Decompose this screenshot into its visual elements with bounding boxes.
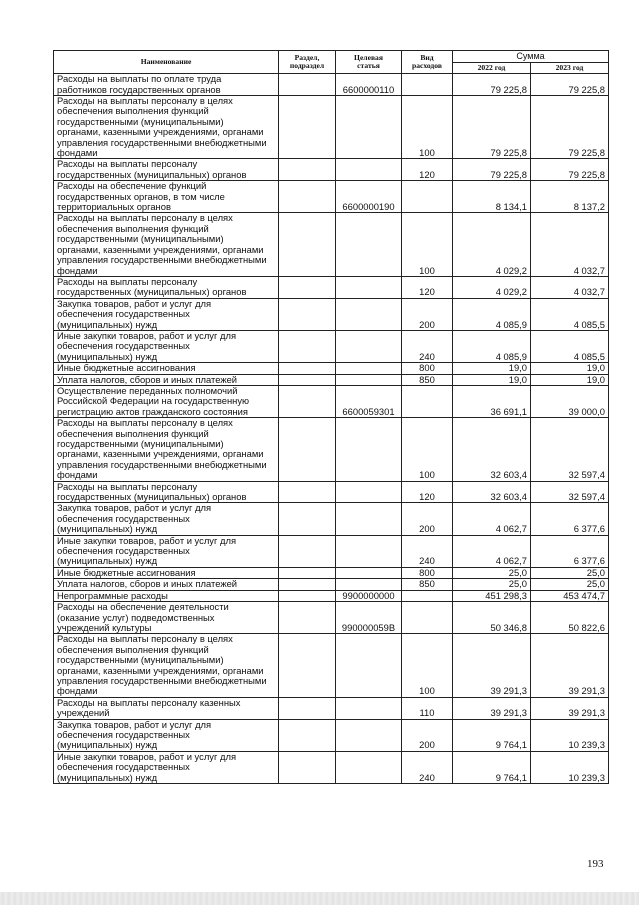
cell-target [336,481,402,503]
cell-2022: 79 225,8 [453,74,531,96]
table-row [54,481,609,503]
cell-name: Расходы на выплаты персоналу казенных учреждений [54,697,279,719]
cell-2022: 19,0 [453,363,531,374]
cell-section [279,385,336,417]
cell-2023: 19,0 [531,363,609,374]
cell-target: 6600059301 [336,385,402,417]
table-row [54,602,609,634]
cell-type: 200 [402,719,453,751]
header-section [279,51,336,74]
cell-type: 120 [402,481,453,503]
budget-table [53,50,609,784]
header-2022: 2022 год [453,62,531,74]
cell-section [279,481,336,503]
cell-2022: 9 764,1 [453,719,531,751]
cell-section [279,276,336,298]
cell-target [336,363,402,374]
table-row [54,298,609,330]
table-row [54,590,609,601]
cell-name: Расходы на выплаты персоналу в целях обеспечения выполнения функций государственными (муниципальными) органами, казенными учреждениями, органами управления государственными внебюджетными фондами [54,213,279,276]
cell-target [336,96,402,159]
cell-2022: 451 298,3 [453,590,531,601]
cell-2022: 4 085,9 [453,298,531,330]
cell-target [336,751,402,783]
cell-2023: 39 000,0 [531,385,609,417]
table-row [54,567,609,578]
table-row [54,181,609,213]
cell-2023: 4 032,7 [531,213,609,276]
cell-2023: 6 377,6 [531,535,609,567]
cell-2023: 79 225,8 [531,74,609,96]
cell-2022: 9 764,1 [453,751,531,783]
table-row [54,374,609,385]
cell-section [279,567,336,578]
table-row [54,96,609,159]
cell-section [279,374,336,385]
cell-type: 240 [402,751,453,783]
cell-2023: 79 225,8 [531,96,609,159]
cell-target [336,213,402,276]
header-section-text: Раздел, подраздел [289,52,325,71]
cell-2022: 25,0 [453,567,531,578]
page-number: 193 [587,858,604,870]
cell-2023: 4 085,5 [531,330,609,362]
header-sum: Сумма [453,51,609,63]
cell-target [336,276,402,298]
cell-section [279,535,336,567]
cell-2023: 6 377,6 [531,503,609,535]
cell-type: 120 [402,159,453,181]
table-row [54,330,609,362]
cell-2022: 4 085,9 [453,330,531,362]
cell-section [279,181,336,213]
cell-type [402,181,453,213]
cell-2023: 32 597,4 [531,481,609,503]
cell-2022: 4 029,2 [453,213,531,276]
cell-type: 100 [402,634,453,697]
cell-name: Расходы на обеспечение функций государственных органов, в том числе территориальных органов [54,181,279,213]
cell-2023: 19,0 [531,374,609,385]
cell-target [336,159,402,181]
cell-type: 200 [402,298,453,330]
cell-2022: 36 691,1 [453,385,531,417]
header-type [402,51,453,74]
cell-2022: 50 346,8 [453,602,531,634]
cell-target [336,503,402,535]
cell-name: Непрограммные расходы [54,590,279,601]
cell-name: Иные закупки товаров, работ и услуг для обеспечения государственных (муниципальных) нужд [54,535,279,567]
cell-type: 100 [402,96,453,159]
cell-2023: 25,0 [531,567,609,578]
cell-2022: 25,0 [453,579,531,590]
cell-type: 100 [402,213,453,276]
cell-target [336,634,402,697]
cell-2023: 39 291,3 [531,697,609,719]
header-target [336,51,402,74]
cell-2022: 4 062,7 [453,503,531,535]
table-row [54,418,609,481]
cell-2023: 10 239,3 [531,751,609,783]
table-row [54,634,609,697]
cell-2023: 39 291,3 [531,634,609,697]
cell-section [279,602,336,634]
cell-target [336,418,402,481]
cell-target [336,697,402,719]
cell-type [402,385,453,417]
table-row [54,751,609,783]
table-body [54,74,609,784]
cell-type: 240 [402,535,453,567]
cell-section [279,96,336,159]
cell-type: 240 [402,330,453,362]
cell-name: Закупка товаров, работ и услуг для обеспечения государственных (муниципальных) нужд [54,719,279,751]
header-2023: 2023 год [531,62,609,74]
table-row [54,74,609,96]
cell-type [402,590,453,601]
cell-type: 200 [402,503,453,535]
cell-type: 110 [402,697,453,719]
cell-type [402,602,453,634]
cell-section [279,74,336,96]
scan-edge [0,892,639,905]
cell-name: Осуществление переданных полномочий Российской Федерации на государственную регистрацию актов гражданского состояния [54,385,279,417]
cell-name: Закупка товаров, работ и услуг для обеспечения государственных (муниципальных) нужд [54,298,279,330]
cell-section [279,719,336,751]
cell-name: Уплата налогов, сборов и иных платежей [54,579,279,590]
cell-type: 100 [402,418,453,481]
cell-name: Расходы на выплаты персоналу государственных (муниципальных) органов [54,481,279,503]
cell-section [279,418,336,481]
cell-section [279,363,336,374]
cell-section [279,330,336,362]
table-row [54,503,609,535]
cell-name: Иные закупки товаров, работ и услуг для обеспечения государственных (муниципальных) нужд [54,751,279,783]
cell-type: 850 [402,579,453,590]
table-row [54,719,609,751]
cell-type: 800 [402,567,453,578]
cell-2022: 19,0 [453,374,531,385]
cell-target: 6600000110 [336,74,402,96]
cell-name: Расходы на выплаты персоналу государственных (муниципальных) органов [54,276,279,298]
cell-target: 990000059В [336,602,402,634]
cell-section [279,159,336,181]
cell-2022: 79 225,8 [453,159,531,181]
table-row [54,159,609,181]
cell-2023: 8 137,2 [531,181,609,213]
cell-target [336,535,402,567]
table-row [54,579,609,590]
cell-section [279,590,336,601]
cell-name: Закупка товаров, работ и услуг для обеспечения государственных (муниципальных) нужд [54,503,279,535]
cell-type: 120 [402,276,453,298]
cell-target [336,298,402,330]
cell-2022: 39 291,3 [453,697,531,719]
cell-2022: 4 062,7 [453,535,531,567]
cell-section [279,751,336,783]
cell-target [336,719,402,751]
cell-name: Уплата налогов, сборов и иных платежей [54,374,279,385]
cell-name: Расходы на выплаты по оплате труда работников государственных органов [54,74,279,96]
cell-target: 9900000000 [336,590,402,601]
cell-2022: 32 603,4 [453,418,531,481]
cell-2023: 453 474,7 [531,590,609,601]
cell-name: Иные бюджетные ассигнования [54,363,279,374]
cell-2022: 32 603,4 [453,481,531,503]
cell-target: 6600000190 [336,181,402,213]
cell-section [279,503,336,535]
cell-target [336,579,402,590]
table-row [54,697,609,719]
table-row [54,213,609,276]
cell-2023: 50 822,6 [531,602,609,634]
cell-2023: 10 239,3 [531,719,609,751]
cell-section [279,298,336,330]
table-row [54,276,609,298]
cell-2023: 4 032,7 [531,276,609,298]
cell-2022: 79 225,8 [453,96,531,159]
cell-name: Расходы на выплаты персоналу в целях обеспечения выполнения функций государственными (муниципальными) органами, казенными учреждениями, органами управления государственными внебюджетными фондами [54,418,279,481]
cell-target [336,567,402,578]
cell-type: 800 [402,363,453,374]
header-type-text: Вид расходов [412,52,442,71]
cell-type: 850 [402,374,453,385]
cell-section [279,634,336,697]
cell-2023: 32 597,4 [531,418,609,481]
cell-name: Иные закупки товаров, работ и услуг для обеспечения государственных (муниципальных) нужд [54,330,279,362]
cell-section [279,697,336,719]
cell-target [336,330,402,362]
cell-name: Расходы на выплаты персоналу государственных (муниципальных) органов [54,159,279,181]
cell-name: Расходы на выплаты персоналу в целях обеспечения выполнения функций государственными (муниципальными) органами, казенными учреждениями, органами управления государственными внебюджетными фондами [54,634,279,697]
table-header [54,51,609,74]
cell-type [402,74,453,96]
table-row [54,535,609,567]
cell-name: Расходы на обеспечение деятельности (оказание услуг) подведомственных учреждений культуры [54,602,279,634]
header-name: Наименование [54,51,279,74]
header-target-text: Целевая статья [354,52,383,71]
cell-2023: 79 225,8 [531,159,609,181]
table-row [54,363,609,374]
cell-2022: 39 291,3 [453,634,531,697]
cell-section [279,213,336,276]
cell-2023: 25,0 [531,579,609,590]
cell-name: Иные бюджетные ассигнования [54,567,279,578]
cell-section [279,579,336,590]
table-row [54,385,609,417]
cell-2022: 8 134,1 [453,181,531,213]
cell-target [336,374,402,385]
cell-2022: 4 029,2 [453,276,531,298]
cell-2023: 4 085,5 [531,298,609,330]
cell-name: Расходы на выплаты персоналу в целях обеспечения выполнения функций государственными (муниципальными) органами, казенными учреждениями, органами управления государственными внебюджетными фондами [54,96,279,159]
